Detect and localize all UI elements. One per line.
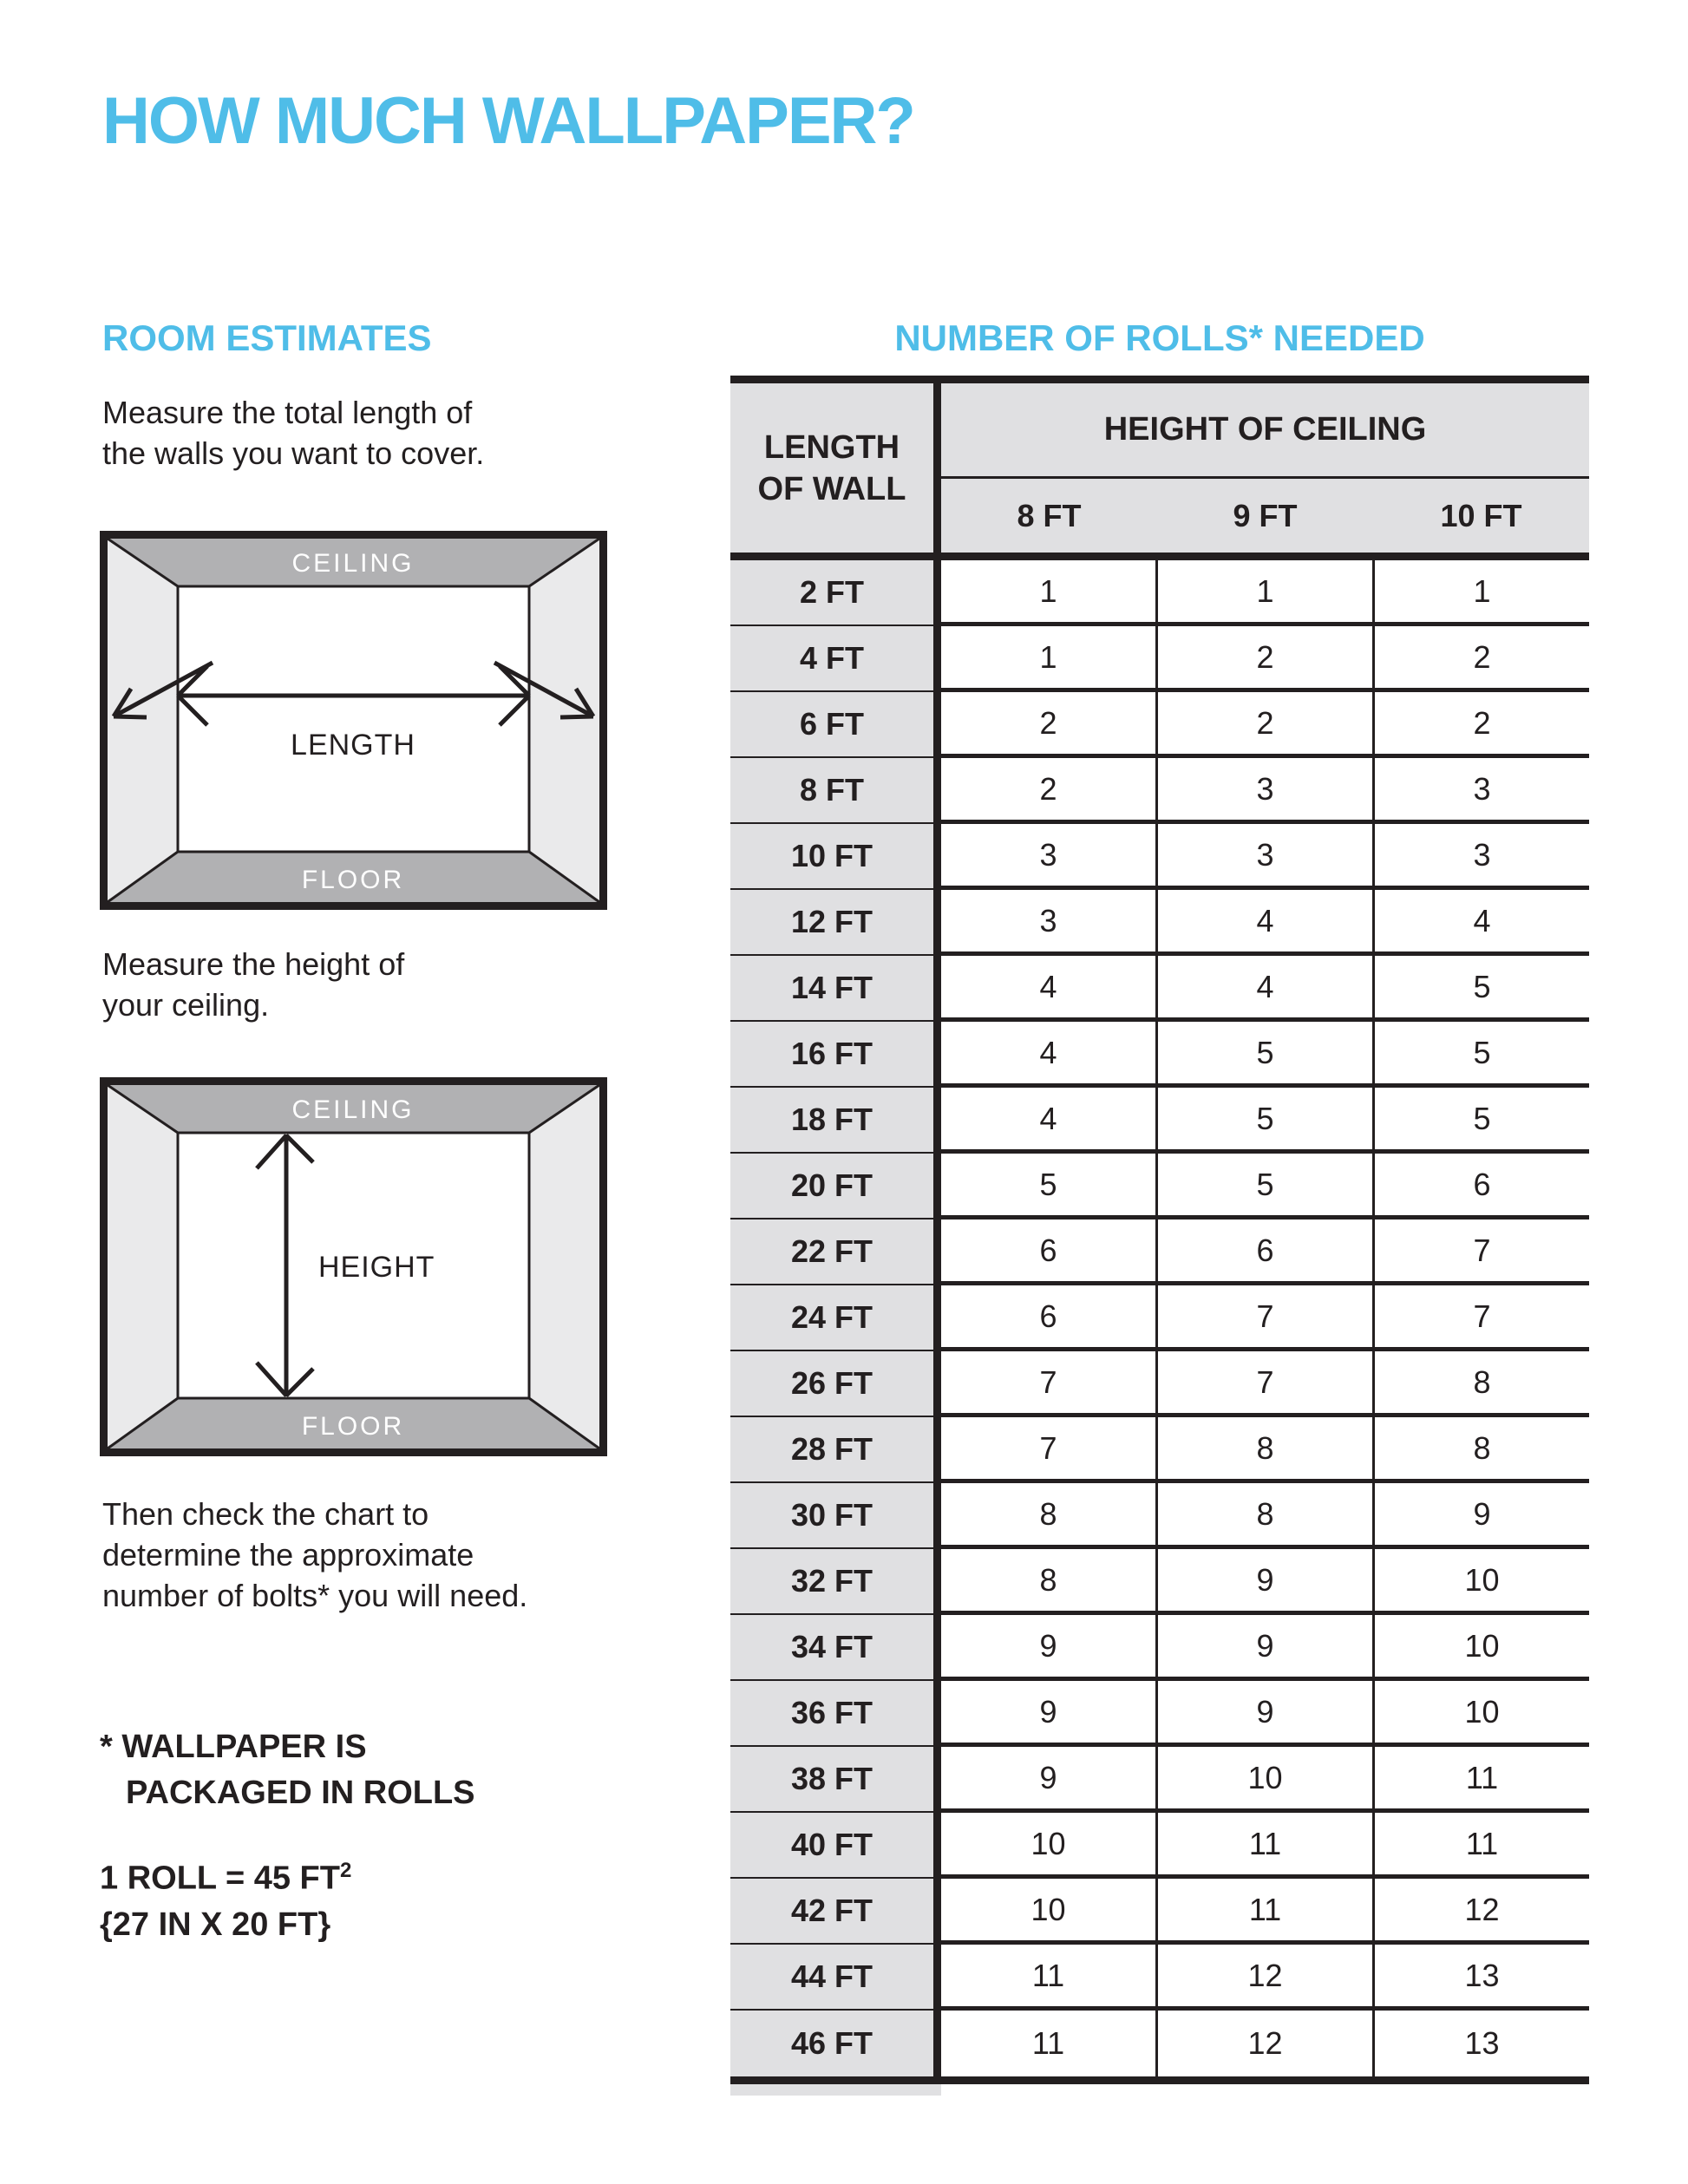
roll-count-cell: 8 (1155, 1483, 1372, 1549)
row-label: 6 FT (730, 692, 941, 758)
text-line: PACKAGED IN ROLLS (126, 1775, 475, 1811)
ceiling-height-columns (941, 479, 1589, 553)
text-line: number of bolts* you will need. (102, 1578, 528, 1613)
table-row (730, 1154, 1589, 1220)
table-row (730, 1681, 1589, 1747)
roll-count-cell: 13 (1372, 2011, 1589, 2076)
row-label: 36 FT (730, 1681, 941, 1747)
row-label: 18 FT (730, 1088, 941, 1154)
row-label: 46 FT (730, 2011, 941, 2076)
roll-count-cell: 7 (1155, 1285, 1372, 1351)
row-label: 24 FT (730, 1285, 941, 1351)
text-line: your ceiling. (102, 987, 270, 1023)
roll-count-cell: 5 (1155, 1154, 1372, 1220)
roll-count-cell: 3 (1372, 758, 1589, 824)
table-row (730, 1351, 1589, 1417)
superscript-2: 2 (339, 1859, 352, 1882)
roll-count-cell: 2 (1372, 692, 1589, 758)
roll-count-cell: 7 (941, 1351, 1155, 1417)
table-row (730, 626, 1589, 692)
roll-count-cell: 9 (1155, 1549, 1372, 1615)
floor-label: FLOOR (301, 1412, 405, 1441)
roll-count-cell: 7 (1372, 1220, 1589, 1285)
row-label: 32 FT (730, 1549, 941, 1615)
text-line: Measure the height of (102, 946, 405, 982)
text-line: Then check the chart to (102, 1496, 429, 1532)
row-label: 16 FT (730, 1022, 941, 1088)
height-of-ceiling-header: HEIGHT OF CEILING (941, 383, 1589, 479)
room-length-diagram (100, 531, 607, 910)
roll-count-cell: 8 (1155, 1417, 1372, 1483)
roll-count-cell: 4 (941, 1022, 1155, 1088)
roll-count-cell: 9 (941, 1681, 1155, 1747)
column-header-9ft: 9 FT (1233, 497, 1298, 533)
roll-count-cell: 8 (1372, 1417, 1589, 1483)
length-of-wall-header: LENGTH OF WALL (730, 383, 941, 553)
ceiling-label: CEILING (291, 1095, 415, 1124)
roll-count-cell: 1 (941, 560, 1155, 626)
rolls-table (730, 376, 1589, 2084)
roll-count-cell: 5 (941, 1154, 1155, 1220)
table-header (730, 383, 1589, 560)
roll-count-cell: 7 (1155, 1351, 1372, 1417)
rolls-needed-heading: NUMBER OF ROLLS* NEEDED (894, 317, 1425, 358)
roll-size-note (100, 1847, 351, 1948)
roll-count-cell: 4 (1372, 890, 1589, 956)
row-label: 38 FT (730, 1747, 941, 1813)
table-row (730, 2011, 1589, 2076)
roll-count-cell: 10 (1372, 1615, 1589, 1681)
roll-count-cell: 10 (1372, 1549, 1589, 1615)
row-label: 10 FT (730, 824, 941, 890)
table-row (730, 824, 1589, 890)
ceiling-label: CEILING (291, 549, 415, 578)
roll-count-cell: 10 (1155, 1747, 1372, 1813)
roll-count-cell: 3 (1155, 824, 1372, 890)
room-height-diagram (100, 1077, 607, 1456)
roll-count-cell: 9 (941, 1615, 1155, 1681)
left-wall-panel (108, 539, 178, 902)
roll-count-cell: 3 (941, 824, 1155, 890)
roll-count-cell: 4 (941, 1088, 1155, 1154)
table-row (730, 758, 1589, 824)
roll-count-cell: 6 (1155, 1220, 1372, 1285)
row-label: 12 FT (730, 890, 941, 956)
roll-count-cell: 9 (1155, 1615, 1372, 1681)
roll-count-cell: 7 (941, 1417, 1155, 1483)
text-line: the walls you want to cover. (102, 435, 485, 471)
roll-count-cell: 5 (1155, 1088, 1372, 1154)
roll-count-cell: 11 (1031, 2025, 1065, 2061)
roll-count-cell: 6 (1372, 1154, 1589, 1220)
table-row (730, 1285, 1589, 1351)
length-label: LENGTH (291, 729, 415, 762)
roll-count-cell: 2 (1372, 626, 1589, 692)
table-row (730, 1747, 1589, 1813)
table-row (730, 1220, 1589, 1285)
roll-count-cell: 10 (941, 1879, 1155, 1945)
row-label: 22 FT (730, 1220, 941, 1285)
roll-count-cell: 10 (1372, 1681, 1589, 1747)
table-row (730, 1022, 1589, 1088)
roll-count-cell: 11 (1155, 1813, 1372, 1879)
table-row (730, 890, 1589, 956)
table-row (730, 1549, 1589, 1615)
roll-count-cell: 11 (1372, 1747, 1589, 1813)
roll-count-cell: 13 (1372, 1945, 1589, 2011)
roll-count-cell: 12 (1155, 1945, 1372, 2011)
row-label: 4 FT (730, 626, 941, 692)
text-line: Measure the total length of (102, 395, 473, 430)
roll-count-cell: 11 (1155, 1879, 1372, 1945)
roll-count-cell: 5 (1155, 1022, 1372, 1088)
height-label: HEIGHT (318, 1251, 435, 1284)
table-row (730, 1813, 1589, 1879)
table-row (730, 1088, 1589, 1154)
roll-count-cell: 10 (941, 1813, 1155, 1879)
roll-count-cell: 8 (1372, 1351, 1589, 1417)
table-row (730, 692, 1589, 758)
instruction-measure-height (102, 944, 404, 1025)
text-line: 1 ROLL = 45 $FT^2$ (100, 1859, 352, 1897)
roll-count-cell: 1 (1155, 560, 1372, 626)
back-wall (178, 586, 529, 852)
row-label: 2 FT (730, 560, 941, 626)
roll-count-cell: 8 (941, 1549, 1155, 1615)
text-line: * WALLPAPER IS (100, 1729, 367, 1765)
row-label: 28 FT (730, 1417, 941, 1483)
row-label: 44 FT (730, 1945, 941, 2011)
roll-count-cell: 5 (1372, 1022, 1589, 1088)
text-line: {27 IN X 20 FT} (100, 1906, 331, 1943)
roll-count-cell: 8 (941, 1483, 1155, 1549)
table-body (730, 560, 1589, 2076)
table-footer-tab (730, 2084, 941, 2096)
roll-count-cell: 1 (941, 626, 1155, 692)
roll-count-cell: 2 (1155, 626, 1372, 692)
roll-count-cell: 12 (1155, 2011, 1372, 2076)
table-row (730, 1417, 1589, 1483)
text-line: determine the approximate (102, 1537, 474, 1573)
row-label: 20 FT (730, 1154, 941, 1220)
roll-count-cell: 9 (1372, 1483, 1589, 1549)
roll-count-cell: 3 (1372, 824, 1589, 890)
roll-count-cell: 9 (941, 1747, 1155, 1813)
row-label: 30 FT (730, 1483, 941, 1549)
table-row (730, 1945, 1589, 2011)
table-row (730, 1879, 1589, 1945)
row-label: 8 FT (730, 758, 941, 824)
roll-count-cell: 2 (1155, 692, 1372, 758)
roll-count-cell: 12 (1372, 1879, 1589, 1945)
left-wall-panel (108, 1085, 178, 1448)
roll-count-cell: 4 (1155, 956, 1372, 1022)
row-label: 26 FT (730, 1351, 941, 1417)
roll-count-cell: 3 (941, 890, 1155, 956)
room-estimates-heading: ROOM ESTIMATES (102, 317, 432, 358)
row-label: 42 FT (730, 1879, 941, 1945)
column-header-8ft: 8 FT (1017, 497, 1082, 533)
instruction-check-chart (102, 1494, 527, 1616)
roll-count-cell: 7 (1372, 1285, 1589, 1351)
roll-count-cell: 4 (941, 956, 1155, 1022)
wallpaper-rolls-footnote (100, 1724, 475, 1816)
roll-count-cell: 9 (1155, 1681, 1372, 1747)
table-row (730, 1615, 1589, 1681)
column-header-10ft: 10 FT (1440, 497, 1522, 533)
right-wall-panel (529, 1085, 599, 1448)
roll-count-cell: 6 (941, 1220, 1155, 1285)
roll-count-cell: 2 (941, 692, 1155, 758)
row-label: 40 FT (730, 1813, 941, 1879)
row-label: 34 FT (730, 1615, 941, 1681)
roll-count-cell: 6 (941, 1285, 1155, 1351)
row-label: 14 FT (730, 956, 941, 1022)
instruction-measure-length (102, 392, 484, 474)
roll-count-cell: 3 (1155, 758, 1372, 824)
roll-count-cell: 2 (941, 758, 1155, 824)
roll-count-cell: 5 (1372, 956, 1589, 1022)
roll-count-cell: 4 (1155, 890, 1372, 956)
roll-count-cell: 11 (1372, 1813, 1589, 1879)
table-row (730, 1483, 1589, 1549)
roll-count-cell: 1 (1372, 560, 1589, 626)
table-row (730, 560, 1589, 626)
floor-label: FLOOR (301, 866, 405, 894)
roll-count-cell: 11 (941, 1945, 1155, 2011)
right-wall-panel (529, 539, 599, 902)
table-row (730, 956, 1589, 1022)
roll-count-cell: 5 (1372, 1088, 1589, 1154)
page-title: HOW MUCH WALLPAPER? (102, 84, 914, 158)
